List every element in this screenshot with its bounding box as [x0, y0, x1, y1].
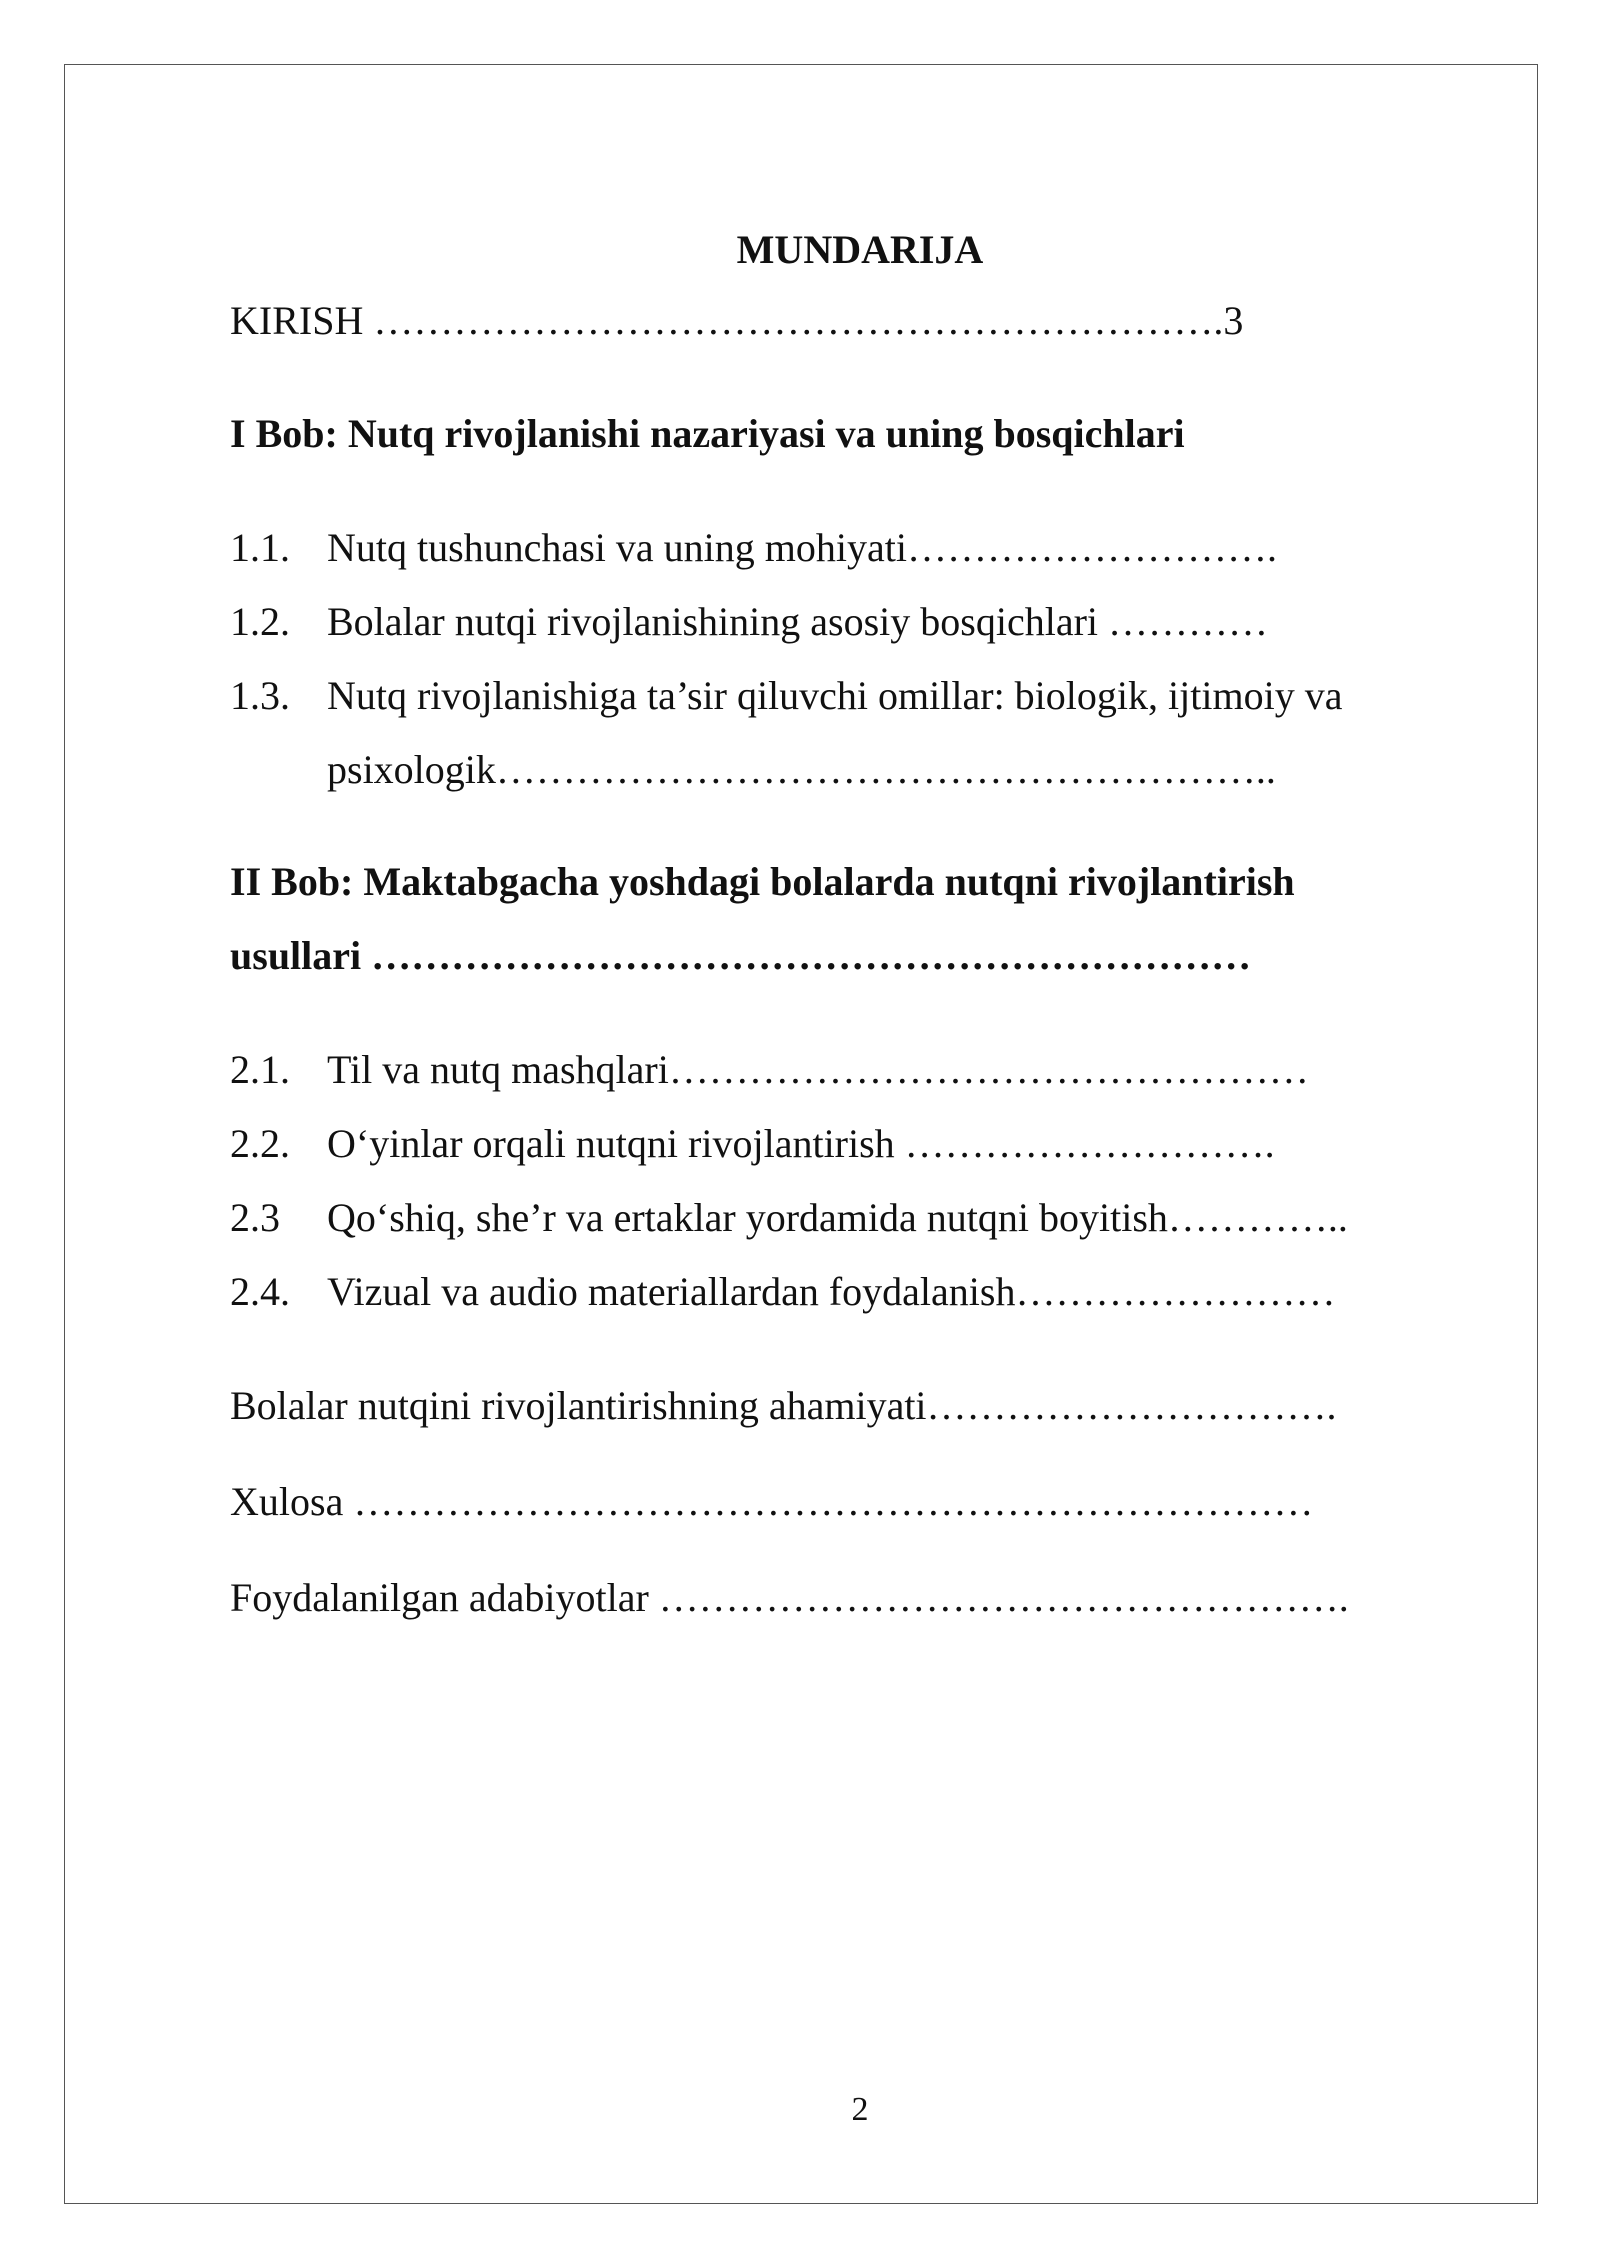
toc-entry-number: 1.3. [230, 673, 290, 718]
toc-entry-text: Vizual va audio materiallardan foydalanish…………………… [327, 1269, 1336, 1314]
toc-entry-intro: KIRISH ……………………………………………………….3 [230, 298, 1244, 343]
toc-entry-number: 2.3 [230, 1195, 280, 1240]
toc-entry-text: O‘yinlar orqali nutqni rivojlantirish ………………………. [327, 1121, 1275, 1166]
toc-entry-number: 2.2. [230, 1121, 290, 1166]
toc-entry-text: Nutq tushunchasi va uning mohiyati………………………. [327, 525, 1277, 570]
toc-entry-text: Bolalar nutqi rivojlanishining asosiy bosqichlari ………… [327, 599, 1269, 644]
toc-entry-number: 1.2. [230, 599, 290, 644]
toc-entry-conclusion: Xulosa ……………………………………………………………… [230, 1479, 1314, 1524]
toc-heading: MUNDARIJA [736, 227, 984, 272]
toc-entry-significance: Bolalar nutqini rivojlantirishning ahamiyati…………………………. [230, 1383, 1337, 1428]
toc-entry-text: Qo‘shiq, she’r va ertaklar yordamida nutqni boyitish………….. [327, 1195, 1348, 1240]
chapter-2-title-continuation: usullari ………………………………………………………… [230, 933, 1252, 978]
toc-entry-number: 2.4. [230, 1269, 290, 1314]
toc-entry-number: 1.1. [230, 525, 290, 570]
toc-entry-references: Foydalanilgan adabiyotlar ……………………………………………. [230, 1575, 1349, 1620]
chapter-1-title: I Bob: Nutq rivojlanishi nazariyasi va uning bosqichlari [230, 411, 1185, 456]
chapter-2-title: II Bob: Maktabgacha yoshdagi bolalarda nutqni rivojlantirish [230, 859, 1295, 904]
toc-entry-number: 2.1. [230, 1047, 290, 1092]
page-number: 2 [851, 2091, 869, 2128]
toc-entry-text: Nutq rivojlanishiga ta’sir qiluvchi omillar: biologik, ijtimoiy va [327, 673, 1343, 718]
toc-entry-text-continuation: psixologik………………………………………………….. [327, 747, 1276, 792]
toc-entry-text: Til va nutq mashqlari………………………………………… [327, 1047, 1309, 1092]
